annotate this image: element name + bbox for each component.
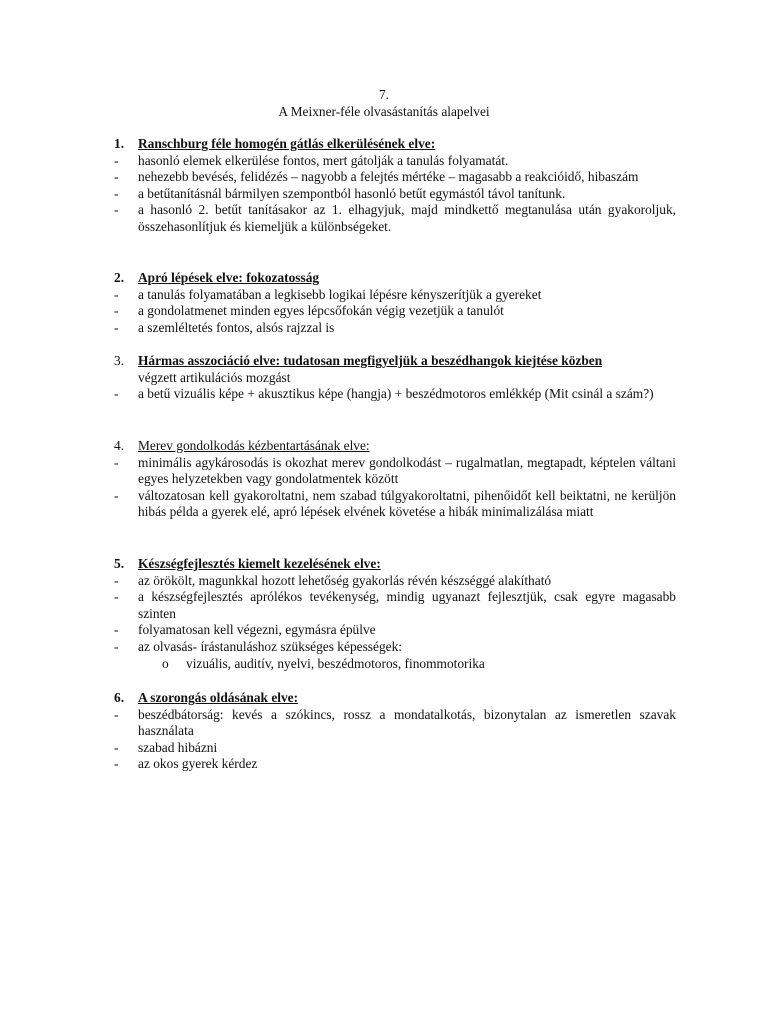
list-item (114, 186, 676, 203)
list-item (114, 707, 676, 740)
bullet-marker: - (114, 487, 119, 503)
list-item-text: minimális agykárosodás is okozhat merev gondolkodást – rugalmatlan, megtapadt, képtelen váltani egyes helyzetekben vagy gondolatmentek között (138, 454, 676, 487)
bullet-marker: - (114, 303, 119, 319)
section-heading (114, 270, 676, 287)
list-item (114, 756, 676, 773)
list-item-text: nehezebb bevésés, felidézés – nagyobb a felejtés mértéke – magasabb a reakcióidő, hibaszám (138, 169, 639, 185)
list-item (114, 303, 676, 320)
list-item-text: a gondolatmenet minden egyes lépcsőfokán végig vezetjük a tanulót (138, 303, 504, 319)
title-block (0, 87, 768, 120)
section-2 (114, 270, 676, 336)
sub-list-item-text: vizuális, auditív, nyelvi, beszédmotoros, finommotorika (186, 655, 485, 671)
list-item-text: az olvasás- írástanuláshoz szükséges képességek: (138, 638, 403, 654)
page-title: A Meixner-féle olvasástanítás alapelvei (278, 103, 490, 119)
section-number: 1. (114, 136, 125, 151)
list-item (114, 488, 676, 521)
list-item (114, 573, 676, 590)
list-item (114, 622, 676, 639)
section-5 (114, 556, 676, 672)
bullet-marker: - (114, 152, 119, 168)
section-heading-rest: végzett artikulációs mozgást (138, 369, 291, 385)
section-number: 6. (114, 690, 125, 705)
list-item (114, 589, 676, 622)
list-item-text: beszédbátorság: kevés a szókincs, rossz a mondatalkotás, bizonytalan az ismeretlen szavak használata (138, 706, 676, 739)
list-item-text: folyamatosan kell végezni, egymásra épülve (138, 622, 376, 638)
section-6 (114, 690, 676, 773)
list-item (114, 386, 676, 403)
bullet-marker: - (114, 169, 119, 185)
section-number: 2. (114, 270, 125, 285)
bullet-marker: - (114, 386, 119, 402)
list-item (114, 169, 676, 186)
section-heading (114, 353, 676, 370)
section-heading (114, 556, 676, 573)
section-heading-text: Merev gondolkodás kézbentartásának elve: (138, 438, 370, 453)
list-item-text: a tanulás folyamatában a legkisebb logikai lépésre kényszerítjük a gyereket (138, 286, 542, 302)
list-item-text: az okos gyerek kérdez (138, 756, 258, 772)
bullet-marker: - (114, 572, 119, 588)
list-item-text: szabad hibázni (138, 739, 218, 755)
sub-list-item (114, 656, 676, 673)
list-item (114, 639, 676, 656)
bullet-marker: - (114, 589, 119, 605)
list-item-text: az örökölt, magunkkal hozott lehetőség gyakorlás révén készséggé alakítható (138, 572, 552, 588)
section-3 (114, 353, 676, 403)
section-heading-text: A szorongás oldásának elve: (138, 690, 299, 705)
list-item-text: változatosan kell gyakoroltatni, nem szabad túlgyakoroltatni, pihenőidőt kell beiktatni, ne kerüljön hibás példa a gyerek elé, apró lépések elvének követése a hibák minimalizálása miatt (138, 487, 676, 520)
bullet-marker: - (114, 622, 119, 638)
bullet-marker: - (114, 756, 119, 772)
list-item (114, 153, 676, 170)
sub-bullet-marker: o (162, 655, 169, 671)
section-heading-continuation (114, 370, 676, 387)
section-heading-text: Hármas asszociáció elve: tudatosan megfigyeljük a beszédhangok kiejtése közben (138, 353, 603, 368)
list-item (114, 287, 676, 304)
section-heading-text: Készségfejlesztés kiemelt kezelésének elve: (138, 556, 381, 571)
section-heading (114, 438, 676, 455)
list-item-text: a hasonló 2. betűt tanításakor az 1. elhagyjuk, majd mindkettő megtanulása után gyakoroljuk, összehasonlítjuk és kiemeljük a különbségeket. (138, 202, 676, 234)
section-number: 5. (114, 556, 125, 571)
bullet-marker: - (114, 286, 119, 302)
list-item (114, 202, 676, 235)
bullet-marker: - (114, 319, 119, 335)
section-4 (114, 438, 676, 521)
list-item-text: a betűtanításnál bármilyen szempontból hasonló betűt egymástól távol tanítunk. (138, 185, 566, 201)
section-1 (114, 136, 676, 236)
section-heading (114, 136, 676, 153)
section-heading (114, 690, 676, 707)
list-item (114, 455, 676, 488)
section-heading-text: Ranschburg féle homogén gátlás elkerülésének elve: (138, 136, 436, 151)
list-item-text: a betű vizuális képe + akusztikus képe (hangja) + beszédmotoros emlékkép (Mit csinál a szám?) (138, 386, 654, 402)
bullet-marker: - (114, 185, 119, 201)
section-number: 4. (114, 438, 125, 453)
list-item-text: hasonló elemek elkerülése fontos, mert gátolják a tanulás folyamatát. (138, 152, 509, 168)
list-item-text: a készségfejlesztés aprólékos tevékenység, mindig ugyanazt fejlesztjük, csak egyre magasabb szinten (138, 589, 676, 621)
list-item (114, 320, 676, 337)
section-heading-text: Apró lépések elve: fokozatosság (138, 270, 320, 285)
page-number: 7. (378, 87, 390, 102)
section-number: 3. (114, 353, 125, 368)
bullet-marker: - (114, 638, 119, 654)
bullet-marker: - (114, 739, 119, 755)
bullet-marker: - (114, 454, 119, 470)
list-item (114, 740, 676, 757)
bullet-marker: - (114, 706, 119, 722)
list-item-text: a szemléltetés fontos, alsós rajzzal is (138, 319, 335, 335)
bullet-marker: - (114, 202, 119, 218)
